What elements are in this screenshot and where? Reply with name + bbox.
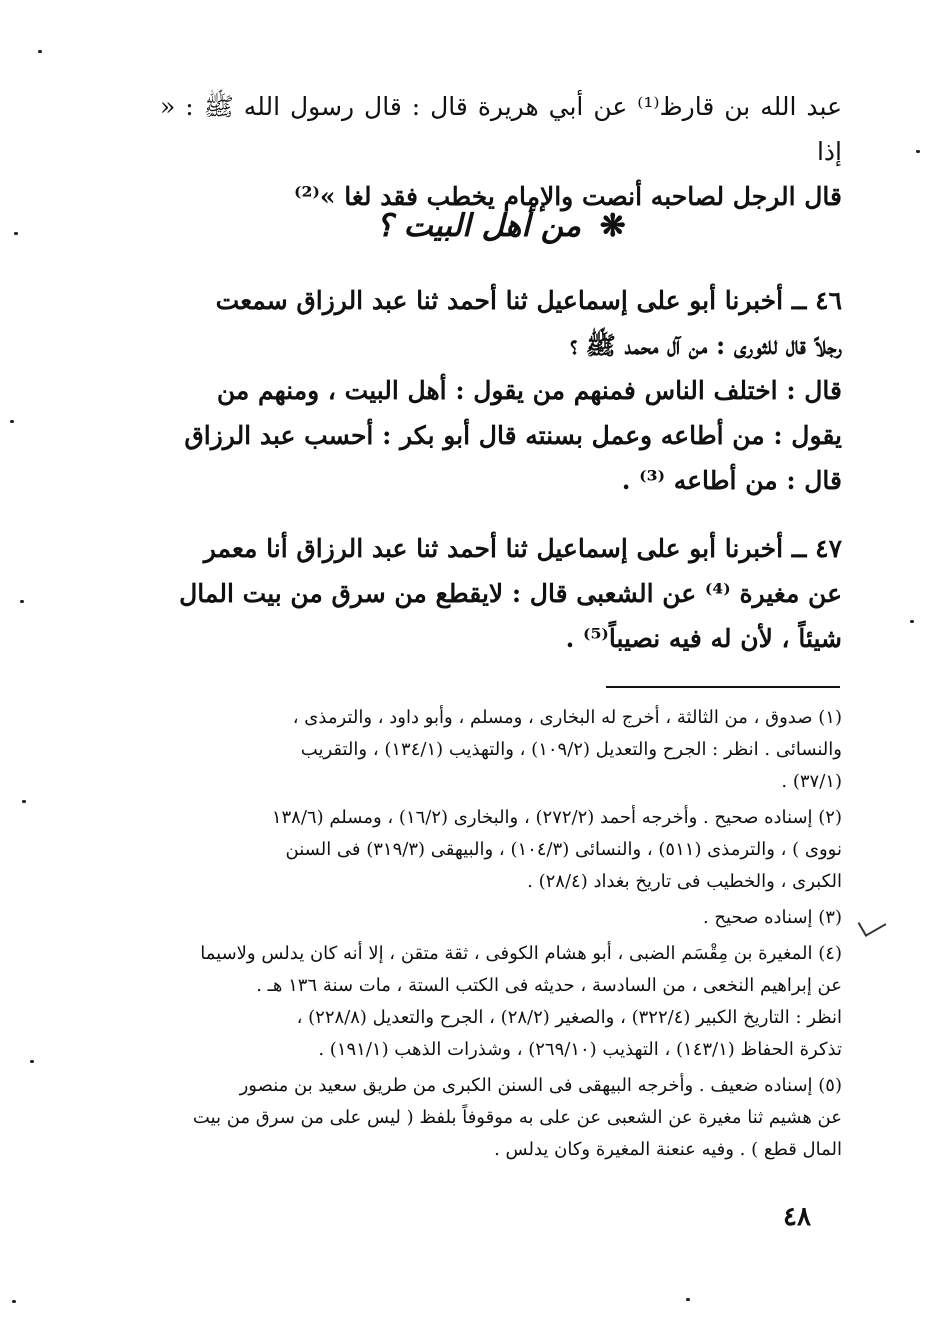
scan-speck bbox=[910, 620, 914, 623]
footnote-4 bbox=[176, 938, 842, 1066]
hadith-46-line: ٤٦ ــ أخبرنا أبو على إسماعيل ثنا أحمد ثنا عبد الرزاق سمعت bbox=[215, 286, 842, 315]
scan-speck bbox=[38, 50, 42, 53]
hadith-46-line: قال : من أطاعه ⁽³⁾ . bbox=[621, 466, 842, 495]
footnote-line: (٣٧/١) . bbox=[781, 771, 842, 792]
footnote-divider bbox=[606, 686, 840, 688]
footnote-line: والنسائى . انظر : الجرح والتعديل (١٠٩/٢) ، والتهذيب (١٣٤/١) ، والتقريب bbox=[300, 739, 842, 760]
ornament-star-icon: ❋ bbox=[599, 208, 626, 244]
hadith-47-line: عن مغيرة ⁽⁴⁾ عن الشعبى قال : لايقطع من سرق من بيت المال bbox=[179, 579, 842, 608]
scan-speck bbox=[12, 1300, 16, 1303]
footnote-3 bbox=[176, 902, 842, 934]
footnote-line: انظر : التاريخ الكبير (٣٢٢/٤) ، والصغير (٢٨/٢) ، الجرح والتعديل (٢٢٨/٨) ، bbox=[296, 1007, 842, 1028]
footnote-line: (٥) إسناده ضعيف . وأخرجه البيهقى فى السنن الكبرى من طريق سعيد بن منصور bbox=[239, 1075, 842, 1096]
section-heading bbox=[160, 208, 842, 244]
footnote-5 bbox=[176, 1070, 842, 1166]
hadith-46-line: قال : اختلف الناس فمنهم من يقول : أهل البيت ، ومنهم من bbox=[216, 376, 842, 405]
intro-paragraph bbox=[160, 84, 842, 219]
scan-speck bbox=[10, 420, 14, 423]
hadith-47 bbox=[160, 526, 842, 661]
margin-check-mark-icon bbox=[858, 911, 887, 937]
section-heading-text: من أهل البيت ؟ bbox=[376, 208, 581, 244]
hadith-47-line: ٤٧ ــ أخبرنا أبو على إسماعيل ثنا أحمد ثنا عبد الرزاق أنا معمر bbox=[203, 534, 842, 563]
footnote-line: (٣) إسناده صحيح . bbox=[702, 907, 842, 928]
hadith-46-line: يقول : من أطاعه وعمل بسنته قال أبو بكر : أحسب عبد الرزاق bbox=[184, 421, 842, 450]
footnote-line: الكبرى ، والخطيب فى تاريخ بغداد (٢٨/٤) . bbox=[527, 871, 842, 892]
hadith-47-line: شيئاً ، لأن له فيه نصيباً⁽⁵⁾ . bbox=[565, 624, 842, 653]
footnote-line: المال قطع ) . وفيه عنعنة المغيرة وكان يدلس . bbox=[494, 1139, 842, 1160]
page-number: ٤٨ bbox=[783, 1202, 811, 1232]
scan-speck bbox=[20, 600, 24, 603]
footnotes bbox=[176, 702, 842, 1170]
footnote-line: عن هشيم ثنا مغيرة عن الشعبى عن على به موقوفاً بلفظ ( ليس على من سرق من بيت bbox=[192, 1107, 842, 1128]
scan-speck bbox=[916, 150, 920, 153]
scan-speck bbox=[22, 800, 26, 803]
footnote-2 bbox=[176, 802, 842, 898]
footnote-line: (٢) إسناده صحيح . وأخرجه أحمد (٢٧٢/٢) ، والبخارى (١٦/٢) ، ومسلم (١٣٨/٦ bbox=[271, 807, 842, 828]
footnote-line: (٤) المغيرة بن مِقْسَم الضبى ، أبو هشام الكوفى ، ثقة متقن ، إلا أنه كان يدلس ولاسيما bbox=[200, 943, 842, 964]
scan-speck bbox=[14, 232, 18, 235]
hadith-46-line: رجلاً قال للثورى : من آل محمد ﷺ ؟ bbox=[570, 331, 842, 360]
intro-line-1: عبد الله بن قارظ⁽¹⁾ عن أبي هريرة قال : قال رسول الله ﷺ : « إذا bbox=[160, 92, 843, 166]
footnote-line: تذكرة الحفاظ (١٤٣/١) ، التهذيب (٢٦٩/١٠) ، وشذرات الذهب (١٩١/١) . bbox=[318, 1039, 842, 1060]
footnote-line: عن إبراهيم النخعى ، من السادسة ، حديثه فى الكتب الستة ، مات سنة ١٣٦ هـ . bbox=[256, 975, 842, 996]
footnote-line: (١) صدوق ، من الثالثة ، أخرج له البخارى ، ومسلم ، وأبو داود ، والترمذى ، bbox=[292, 707, 842, 728]
hadith-46 bbox=[160, 278, 842, 503]
intro-line-2: قال الرجل لصاحبه أنصت والإمام يخطب فقد لغا »⁽²⁾ bbox=[294, 182, 842, 211]
footnote-line: نووى ) ، والترمذى (٥١١) ، والنسائى (١٠٤/٣) ، والبيهقى (٣١٩/٣) فى السنن bbox=[285, 839, 842, 860]
scan-speck bbox=[686, 1298, 690, 1301]
scan-speck bbox=[30, 1060, 34, 1063]
footnote-1 bbox=[176, 702, 842, 798]
